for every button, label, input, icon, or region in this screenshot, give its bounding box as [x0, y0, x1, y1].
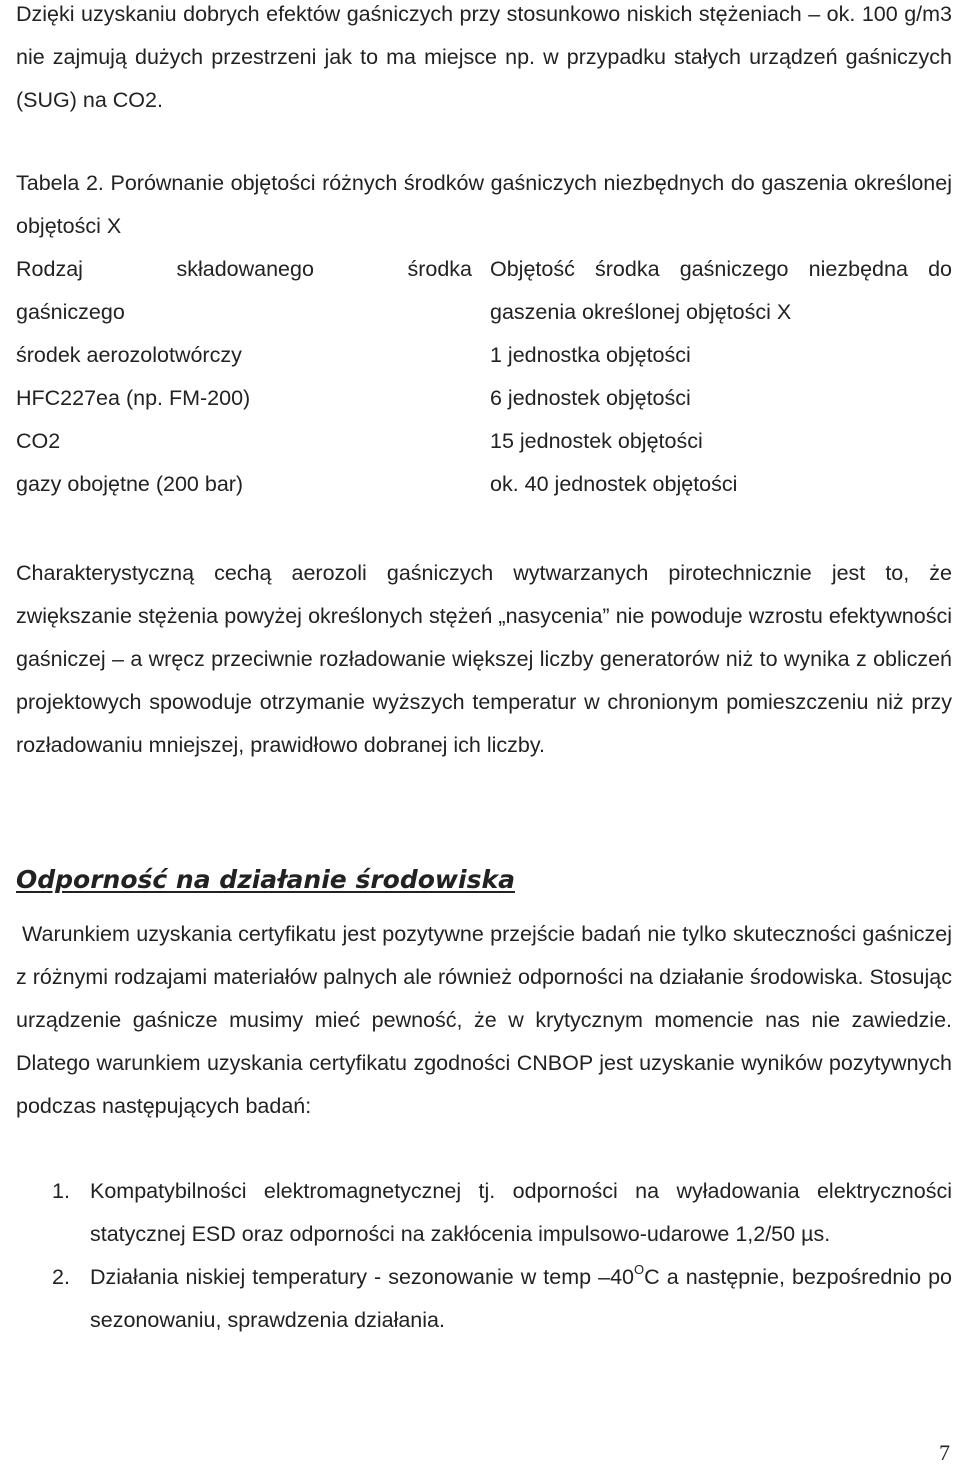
table-caption-text: Porównanie objętości różnych środków gaśniczych niezbędnych do gaszenia określonej objętości X — [16, 171, 952, 238]
intro-paragraph: Dzięki uzyskaniu dobrych efektów gaśniczych przy stosunkowo niskich stężeniach – ok. 100 g/m3 nie zajmują dużych przestrzeni jak to ma miejsce np. w przypadku stałych urządzeń gaśniczych (SUG) na CO2. — [16, 2, 952, 112]
list-item-number: 1. — [52, 1179, 70, 1203]
aerosol-paragraph: Charakterystyczną cechą aerozoli gaśniczych wytwarzanych pirotechnicznie jest to, że zwiększanie stężenia powyżej określonych stężeń „nasycenia” nie powoduje wzrostu efektywności gaśniczej – a wręcz przeciwnie rozładowanie większej liczby generatorów niż to wynika z obliczeń projektowych spowoduje otrzymanie wyższych temperatur w chronionym pomieszczeniu niż przy rozładowaniu mniejszej, prawidłowo dobranej ich liczby. — [16, 561, 952, 757]
table-cell-agent: gazy obojętne (200 bar) — [16, 472, 244, 496]
comparison-table — [16, 248, 952, 506]
table-row — [16, 420, 952, 463]
table-cell-agent: środek aerozolotwórczy — [16, 343, 242, 367]
table-header-agent-line2: gaśniczego — [16, 300, 125, 324]
table-cell-volume: 6 jednostek objętości — [490, 386, 691, 410]
table-caption — [16, 162, 952, 248]
table-cell-volume: 15 jednostek objętości — [490, 429, 703, 453]
page-number: 7 — [939, 1440, 950, 1465]
list-item-text-after: C a następnie, bezpośrednio po sezonowaniu, sprawdzenia działania. — [90, 1265, 952, 1332]
table-row — [16, 377, 952, 420]
table-cell-agent: HFC227ea (np. FM-200) — [16, 386, 251, 410]
degree-superscript: O — [634, 1261, 645, 1277]
table-cell-volume: 1 jednostka objętości — [490, 343, 691, 367]
section-heading: Odporność na działanie środowiska — [16, 865, 515, 894]
list-item-text — [90, 1256, 952, 1342]
table-header-agent-line1: Rodzaj składowanego środka — [16, 257, 472, 281]
table-header-volume: Objętość środka gaśniczego niezbędna do gaszenia określonej objętości X — [490, 257, 952, 324]
table-cell-volume: ok. 40 jednostek objętości — [490, 472, 738, 496]
test-list — [52, 1170, 952, 1342]
list-item-text: Kompatybilności elektromagnetycznej tj. odporności na wyładowania elektryczności statycznej ESD oraz odporności na zakłócenia impulsowo-udarowe 1,2/50 µs. — [90, 1179, 952, 1246]
table-header-row — [16, 248, 952, 334]
table-caption-prefix: Tabela 2. — [16, 171, 104, 195]
list-item-number: 2. — [52, 1265, 70, 1289]
list-item — [52, 1170, 952, 1256]
list-item-text-before: Działania niskiej temperatury - sezonowanie w temp –40 — [90, 1265, 635, 1289]
table-header-agent — [16, 248, 490, 334]
table-row — [16, 463, 952, 506]
section-paragraph: Warunkiem uzyskania certyfikatu jest pozytywne przejście badań nie tylko skuteczności gaśniczej z różnymi rodzajami materiałów palnych ale również odporności na działanie środowiska. Stosując urządzenie gaśnicze musimy mieć pewność, że w krytycznym momencie nas nie zawiedzie. Dlatego warunkiem uzyskania certyfikatu zgodności CNBOP jest uzyskanie wyników pozytywnych podczas następujących badań: — [16, 922, 952, 1118]
table-cell-agent: CO2 — [16, 429, 61, 453]
table-row — [16, 334, 952, 377]
list-item — [52, 1256, 952, 1342]
